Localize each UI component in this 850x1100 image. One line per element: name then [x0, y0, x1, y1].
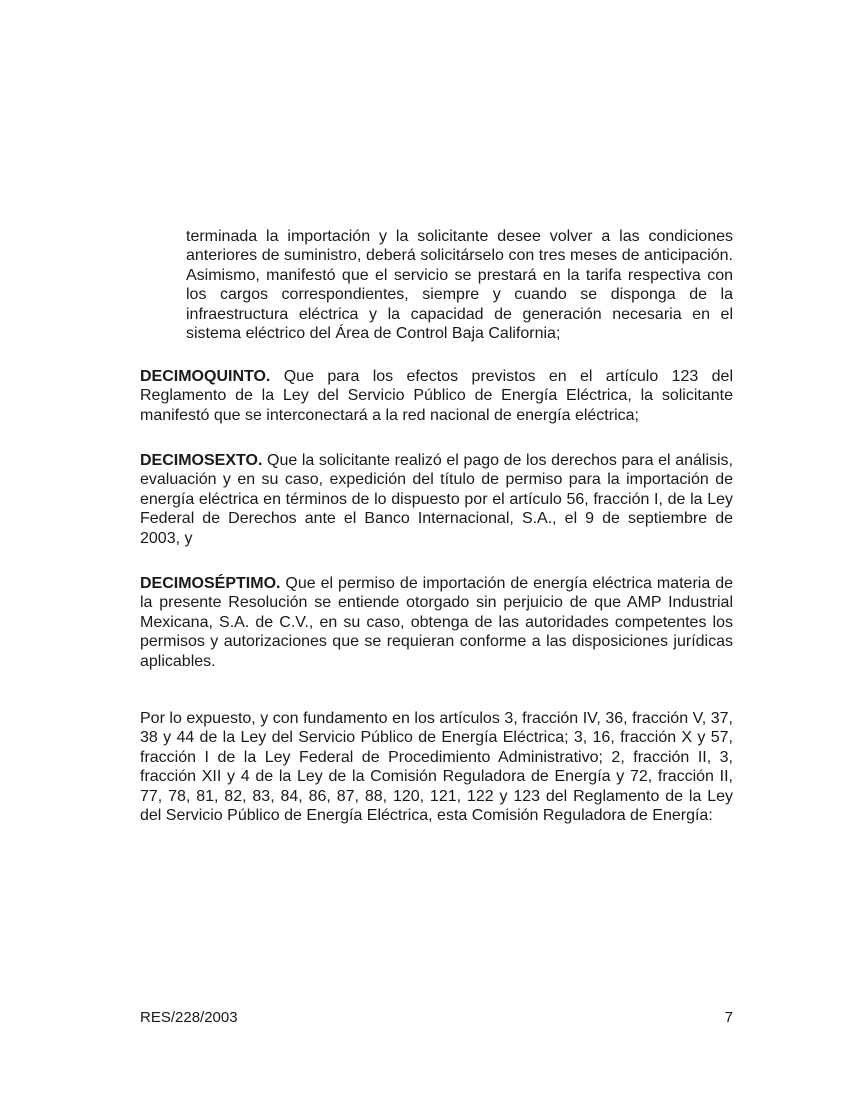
heading-decimosexto: DECIMOSEXTO.: [140, 452, 263, 469]
page-number: 7: [724, 1009, 733, 1026]
heading-decimoquinto: DECIMOQUINTO.: [140, 368, 271, 385]
continuation-paragraph: terminada la importación y la solicitante desee volver a las condiciones anteriores de suministro, deberá solicitárselo con tres meses de anticipación. Asimismo, manifestó que el servicio se prestará en la tarifa respectiva con los cargos correspondientes, siempre y cuando se disponga de la infraestructura eléctrica y la capacidad de generación necesaria en el sistema eléctrico del Área de Control Baja California;: [186, 228, 733, 343]
body-decimosexto: Que la solicitante realizó el pago de los derechos para el análisis, evaluación y en su caso, expedición del título de permiso para la importación de energía eléctrica en términos de lo dispuesto por el artículo 56, fracción I, de la Ley Federal de Derechos ante el Banco Internacional, S.A., el 9 de septiembre de 2003, y: [140, 452, 733, 547]
paragraph-decimoseptimo: [140, 574, 733, 671]
document-reference: RES/228/2003: [140, 1009, 238, 1026]
paragraph-fundamento-legal: Por lo expuesto, y con fundamento en los artículos 3, fracción IV, 36, fracción V, 37, 38 y 44 de la Ley del Servicio Público de Energía Eléctrica; 3, 16, fracción X y 57, fracción I de la Ley Federal de Procedimiento Administrativo; 2, fracción II, 3, fracción XII y 4 de la Ley de la Comisión Reguladora de Energía y 72, fracción II, 77, 78, 81, 82, 83, 84, 86, 87, 88, 120, 121, 122 y 123 del Reglamento de la Ley del Servicio Público de Energía Eléctrica, esta Comisión Reguladora de Energía:: [140, 710, 733, 825]
body-decimoquinto: Que para los efectos previstos en el artículo 123 del Reglamento de la Ley del Servicio Público de Energía Eléctrica, la solicitante manifestó que se interconectará a la red nacional de energía eléctrica;: [140, 368, 733, 424]
heading-decimoseptimo: DECIMOSÉPTIMO.: [140, 575, 281, 592]
paragraph-decimoquinto: [140, 367, 733, 425]
body-decimoseptimo: Que el permiso de importación de energía eléctrica materia de la presente Resolución se entiende otorgado sin perjuicio de que AMP Industrial Mexicana, S.A. de C.V., en su caso, obtenga de las autoridades competentes los permisos y autorizaciones que se requieran conforme a las disposiciones jurídicas aplicables.: [140, 575, 733, 670]
page-footer: [140, 1009, 733, 1027]
paragraph-decimosexto: [140, 451, 733, 548]
